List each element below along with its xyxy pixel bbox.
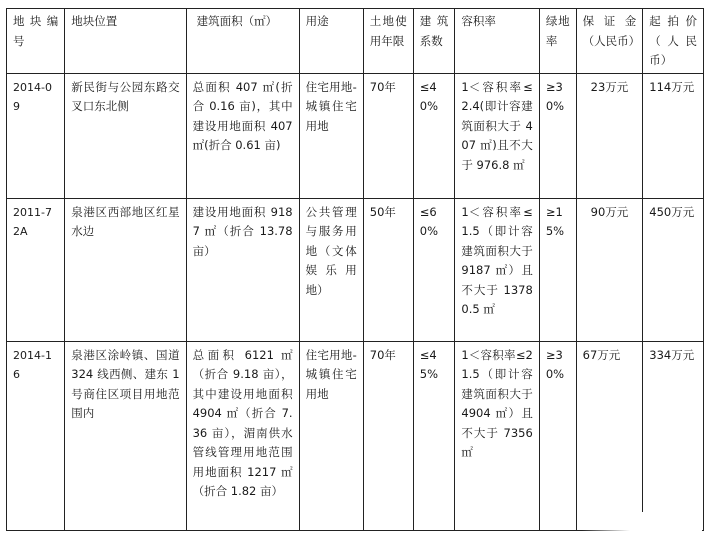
cell-floor-area: 建设用地面积 9187 ㎡（折合 13.78亩） (186, 198, 299, 341)
cell-parcel-id: 2011-72A (7, 198, 65, 341)
cell-deposit: 90万元 (576, 198, 643, 341)
header-green-ratio: 绿地率 (539, 9, 576, 74)
cell-location: 新民街与公园东路交叉口东北侧 (65, 73, 186, 198)
cell-use: 住宅用地-城镇住宅用地 (299, 341, 363, 530)
cell-use: 住宅用地-城镇住宅用地 (299, 73, 363, 198)
cell-green-ratio: ≥15% (539, 198, 576, 341)
cell-floor-area: 总面积 407 ㎡(折合 0.16 亩)，其中建设用地面积 407 ㎡(折合 0.61 亩) (186, 73, 299, 198)
header-floor-area: 建筑面积（㎡） (186, 9, 299, 74)
cell-floor-area: 总面积 6121 ㎡（折合 9.18 亩），其中建设用地面积 4904 ㎡（折合 7.36 亩），湄南供水管线管理用地范围用地面积 1217 ㎡（折合 1.82 亩） (186, 341, 299, 530)
cell-location: 泉港区西部地区红星水边 (65, 198, 186, 341)
header-starting-price: 起拍价（人民币） (643, 9, 704, 74)
cell-green-ratio: ≥30% (539, 341, 576, 530)
table-row (7, 198, 704, 341)
cell-land-term: 70年 (363, 73, 413, 198)
cell-location: 泉港区涂岭镇、国道 324 线西侧、建东 1 号商住区项目用地范围内 (65, 341, 186, 530)
header-plot-ratio: 容积率 (455, 9, 539, 74)
cell-starting-price: 450万元 (643, 198, 704, 341)
header-use: 用途 (299, 9, 363, 74)
cell-green-ratio: ≥30% (539, 73, 576, 198)
cell-building-coverage: ≤45% (413, 341, 455, 530)
table-header-row (7, 9, 704, 74)
cell-parcel-id: 2014-16 (7, 341, 65, 530)
cell-starting-price: 334万元 (643, 341, 704, 530)
table-row (7, 73, 704, 198)
header-building-coverage: 建筑系数 (413, 9, 455, 74)
cell-building-coverage: ≤40% (413, 73, 455, 198)
cell-deposit: 23万元 (576, 73, 643, 198)
table-row (7, 341, 704, 530)
cell-plot-ratio: 1＜容积率≤1.5（即计容建筑面积大于 9187 ㎡）且不大于 13780.5 ㎡ (455, 198, 539, 341)
cell-land-term: 50年 (363, 198, 413, 341)
header-land-term: 土地使用年限 (363, 9, 413, 74)
cell-parcel-id: 2014-09 (7, 73, 65, 198)
cell-plot-ratio: 1＜容积率≤21.5（即计容建筑面积大于 4904 ㎡）且不大于 7356 ㎡ (455, 341, 539, 530)
cell-land-term: 70年 (363, 341, 413, 530)
header-deposit: 保证金（人民币） (576, 9, 643, 74)
cell-deposit: 67万元 (576, 341, 643, 530)
cell-building-coverage: ≤60% (413, 198, 455, 341)
cell-starting-price: 114万元 (643, 73, 704, 198)
header-location: 地块位置 (65, 9, 186, 74)
cell-plot-ratio: 1＜容积率≤2.4(即计容建筑面积大于 407 ㎡)且不大于 976.8 ㎡ (455, 73, 539, 198)
cell-use: 公共管理与服务用地（文体娱乐用地） (299, 198, 363, 341)
header-parcel-id: 地块编号 (7, 9, 65, 74)
land-auction-table (6, 8, 704, 531)
watermark-fade (582, 512, 702, 534)
